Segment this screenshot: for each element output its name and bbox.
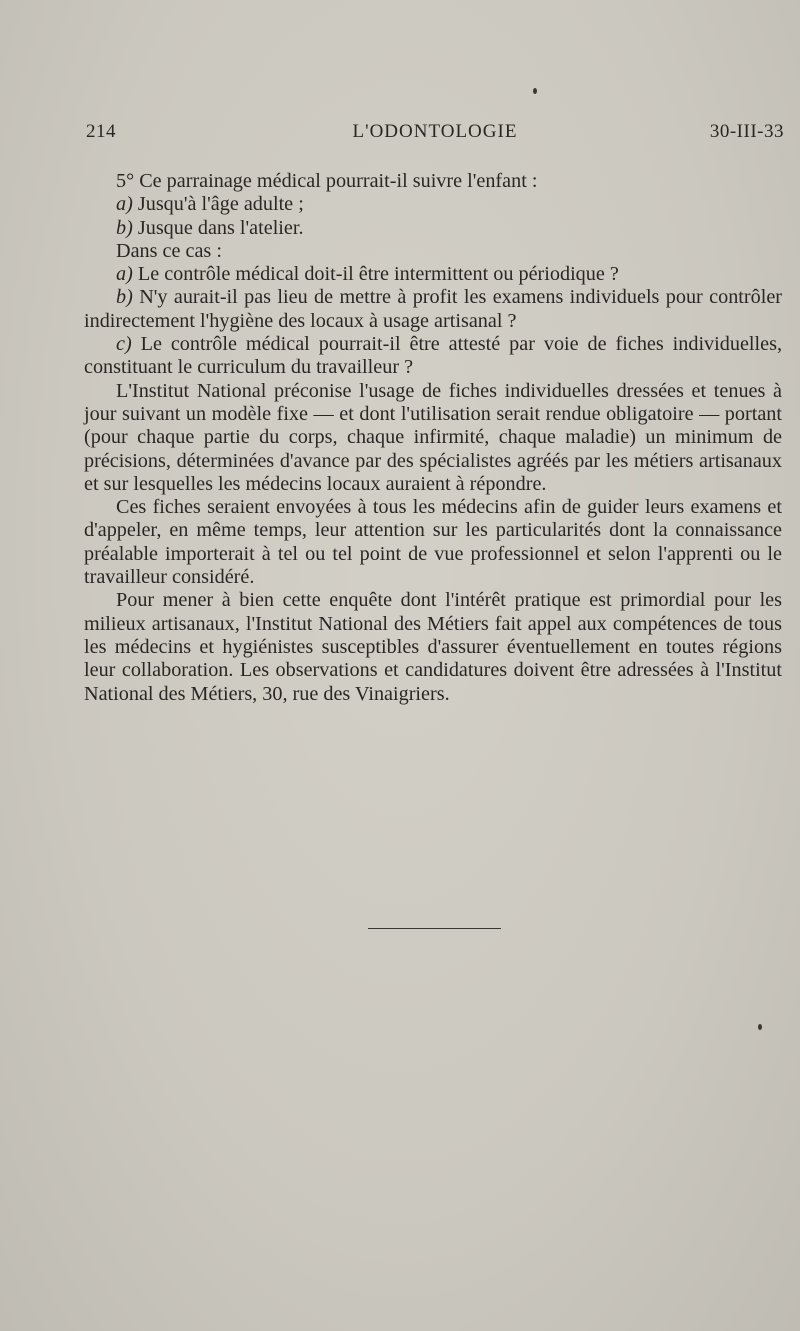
journal-title: L'ODONTOLOGIE bbox=[352, 121, 518, 142]
list-item-text: Jusqu'à l'âge adulte ; bbox=[132, 193, 304, 216]
list-item bbox=[84, 286, 782, 333]
list-item bbox=[84, 217, 782, 240]
section-divider bbox=[368, 928, 501, 929]
paragraph-enquete bbox=[84, 589, 782, 705]
paragraph-text: Ces fiches seraient envoyées à tous les médecins afin de guider leurs examens et d'appeler, en même temps, leur attention sur les particularités dont la connaissance préalable importerait à tel ou tel point de vue professionnel et selon l'apprenti ou le travailleur considéré. bbox=[84, 496, 782, 589]
paragraph-fiches bbox=[84, 496, 782, 589]
paragraph-text: L'Institut National préconise l'usage de fiches individuelles dressées et tenues à jour suivant un modèle fixe — et dont l'utilisation serait rendue obligatoire — portant (pour chaque partie du corps, chaque infirmité, chaque maladie) un minimum de précisions, déterminées d'avance par des spécialistes agréés par les métiers artisanaux et sur lesquelles les médecins locaux auraient à répondre. bbox=[84, 379, 782, 495]
ink-speck-lower bbox=[758, 1024, 762, 1030]
paragraph-question-5 bbox=[84, 170, 782, 193]
list-item bbox=[84, 333, 782, 380]
running-header bbox=[86, 121, 784, 145]
list-item-text: Le contrôle médical doit-il être intermittent ou périodique ? bbox=[132, 263, 619, 286]
list-marker: a) bbox=[116, 263, 133, 286]
list-item bbox=[84, 263, 782, 286]
page-number: 214 bbox=[86, 121, 116, 142]
paragraph-text: Dans ce cas : bbox=[116, 239, 222, 262]
list-marker: c) bbox=[116, 333, 132, 356]
paragraph-text: Pour mener à bien cette enquête dont l'intérêt pratique est primordial pour les milieux artisanaux, l'Institut National des Métiers fait appel aux compétences de tous les médecins et hygiénistes susceptibles d'assurer éventuellement en toutes régions leur collaboration. Les observations et candidatures doivent être adressées à l'Institut National des Métiers, 30, rue des Vinaigriers. bbox=[84, 589, 782, 705]
body-text bbox=[84, 170, 782, 706]
list-marker: b) bbox=[116, 216, 133, 239]
paragraph-institut-national bbox=[84, 380, 782, 496]
list-item-text: Le contrôle médical pourrait-il être attesté par voie de fiches individuelles, constituant le curriculum du travailleur ? bbox=[84, 333, 782, 379]
issue-date: 30-III-33 bbox=[709, 121, 784, 142]
paragraph-text: 5° Ce parrainage médical pourrait-il suivre l'enfant : bbox=[116, 170, 538, 192]
list-marker: b) bbox=[116, 286, 133, 309]
list-marker: a) bbox=[116, 193, 133, 216]
list-item bbox=[84, 193, 782, 216]
list-item-text: Jusque dans l'atelier. bbox=[132, 216, 304, 239]
ink-speck-top bbox=[533, 88, 537, 94]
paragraph-dans-ce-cas bbox=[84, 240, 782, 263]
list-item-text: N'y aurait-il pas lieu de mettre à profit les examens individuels pour contrôler indirectement l'hygiène des locaux à usage artisanal ? bbox=[84, 286, 782, 332]
